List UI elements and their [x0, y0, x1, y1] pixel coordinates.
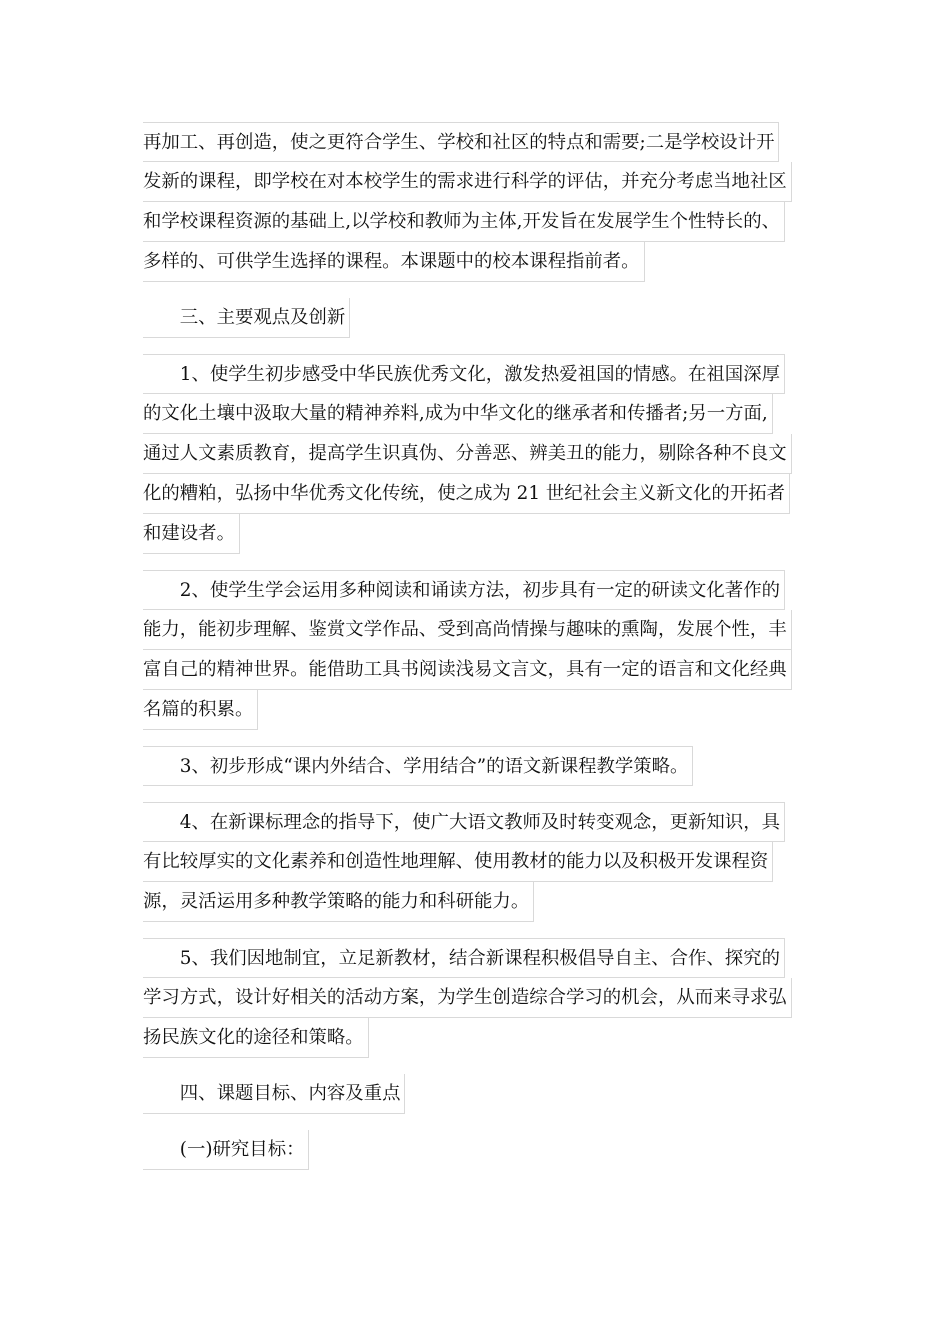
text-line: 发新的课程，即学校在对本校学生的需求进行科学的评估，并充分考虑当地社区: [143, 162, 792, 202]
text-line: 多样的、可供学生选择的课程。本课题中的校本课程指前者。: [143, 242, 645, 282]
text-line: 化的糟粕，弘扬中华优秀文化传统，使之成为 21 世纪社会主义新文化的开拓者: [143, 474, 790, 514]
text-line: 2、使学生学会运用多种阅读和诵读方法，初步具有一定的研读文化著作的: [143, 570, 785, 610]
text-line: 扬民族文化的途径和策略。: [143, 1018, 369, 1058]
paragraph-point-1: [143, 354, 813, 554]
subheading-research-goals: [143, 1130, 813, 1170]
text-line: 和建设者。: [143, 514, 240, 554]
text-line: 能力，能初步理解、鉴赏文学作品、受到高尚情操与趣味的熏陶，发展个性，丰: [143, 610, 792, 650]
text-line: 再加工、再创造，使之更符合学生、学校和社区的特点和需要;二是学校设计开: [143, 122, 779, 162]
section-heading-main-views: [143, 298, 813, 338]
text-line: 学习方式，设计好相关的活动方案，为学生创造综合学习的机会，从而来寻求弘: [143, 978, 792, 1018]
text-line: 通过人文素质教育，提高学生识真伪、分善恶、辨美丑的能力，剔除各种不良文: [143, 434, 792, 474]
text-line: 富自己的精神世界。能借助工具书阅读浅易文言文，具有一定的语言和文化经典: [143, 650, 792, 690]
text-line: 5、我们因地制宜，立足新教材，结合新课程积极倡导自主、合作、探究的: [143, 938, 785, 978]
document-page: [143, 122, 813, 1186]
text-line: 名篇的积累。: [143, 690, 258, 730]
text-line: 的文化土壤中汲取大量的精神养料,成为中华文化的继承者和传播者;另一方面,: [143, 394, 773, 434]
text-line: 4、在新课标理念的指导下，使广大语文教师及时转变观念，更新知识，具: [143, 802, 785, 842]
heading-text: (一)研究目标：: [143, 1130, 309, 1170]
text-line: 和学校课程资源的基础上,以学校和教师为主体,开发旨在发展学生个性特长的、: [143, 202, 785, 242]
paragraph-point-3: [143, 746, 813, 786]
paragraph-point-4: [143, 802, 813, 922]
heading-text: 三、主要观点及创新: [143, 298, 350, 338]
text-line: 3、初步形成“课内外结合、学用结合”的语文新课程教学策略。: [143, 746, 693, 786]
text-line: 源，灵活运用多种教学策略的能力和科研能力。: [143, 882, 534, 922]
text-line: 有比较厚实的文化素养和创造性地理解、使用教材的能力以及积极开发课程资: [143, 842, 773, 882]
paragraph-point-5: [143, 938, 813, 1058]
section-heading-goals-content: [143, 1074, 813, 1114]
paragraph-school-curriculum-definition: [143, 122, 813, 282]
paragraph-point-2: [143, 570, 813, 730]
text-line: 1、使学生初步感受中华民族优秀文化，激发热爱祖国的情感。在祖国深厚: [143, 354, 785, 394]
heading-text: 四、课题目标、内容及重点: [143, 1074, 405, 1114]
